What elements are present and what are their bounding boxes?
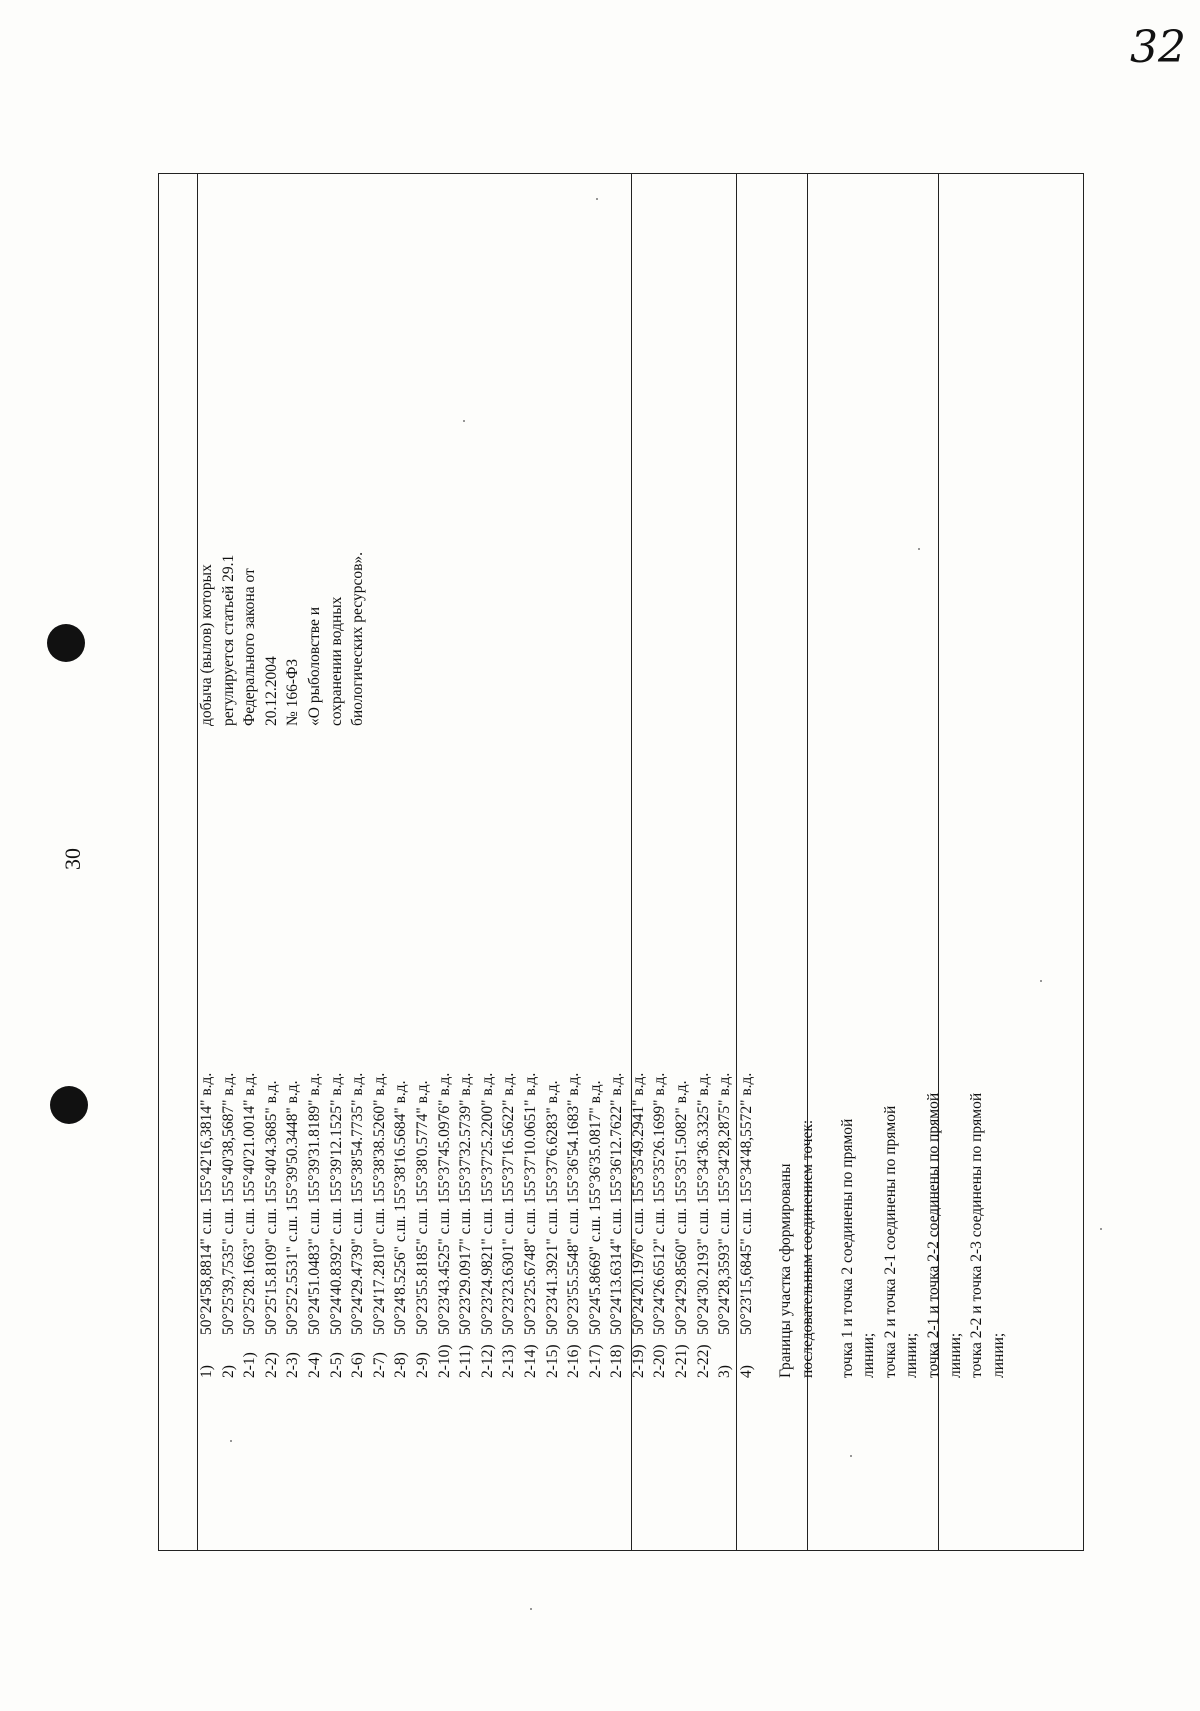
coordinate-id: 2-7) xyxy=(370,1352,388,1378)
description-line: сохранении водных xyxy=(327,596,345,726)
coordinate-row xyxy=(563,618,585,1378)
coordinate-id: 2-1) xyxy=(241,1352,259,1378)
boundaries-heading: Границы участка сформированы xyxy=(777,1163,795,1378)
description-lines xyxy=(196,476,369,726)
coordinate-row xyxy=(520,618,542,1378)
coordinate-row xyxy=(369,618,391,1378)
coordinate-row xyxy=(714,618,736,1378)
coordinate-value: 50°23'41.3921" с.ш. 155°37'6.6283" в.д. xyxy=(543,1080,561,1335)
coordinate-id: 2-18) xyxy=(608,1344,626,1378)
coordinate-id: 2-6) xyxy=(349,1352,367,1378)
coordinate-value: 50°24'29.4739" с.ш. 155°38'54.7735" в.д. xyxy=(349,1072,367,1335)
coordinate-id: 2-2) xyxy=(262,1352,280,1378)
boundary-line: линии; xyxy=(860,1332,878,1378)
coordinate-value: 50°25'39,7535" с.ш. 155°40'38,5687" в.д. xyxy=(219,1072,237,1335)
coordinate-id: 2-17) xyxy=(586,1344,604,1378)
coordinate-value: 50°24'5.8669" с.ш. 155°36'35.0817" в.д. xyxy=(586,1080,604,1335)
coordinate-id: 2-22) xyxy=(694,1344,712,1378)
coordinate-row xyxy=(304,618,326,1378)
coordinate-value: 50°25'15.8109" с.ш. 155°40'4.3685" в.д. xyxy=(262,1080,280,1335)
coordinate-value: 50°24'28,3593" с.ш. 155°34'28,2875" в.д. xyxy=(716,1072,734,1335)
coordinate-value: 50°24'51.0483" с.ш. 155°39'31.8189" в.д. xyxy=(305,1072,323,1335)
page-number: 30 xyxy=(60,848,85,870)
table-cell xyxy=(159,174,198,1551)
coordinate-row xyxy=(282,618,304,1378)
coordinate-id: 2-5) xyxy=(327,1352,345,1378)
coordinate-row xyxy=(542,618,564,1378)
coordinate-value: 50°23'24.9821" с.ш. 155°37'25.2200" в.д. xyxy=(478,1072,496,1335)
description-line: Федерального закона от xyxy=(241,568,259,726)
page-stamp-number: 32 xyxy=(1130,22,1186,73)
boundaries-heading: последовательным соединением точек: xyxy=(799,1119,817,1378)
coordinate-id: 2-20) xyxy=(651,1344,669,1378)
coordinate-value: 50°23'55.8185" с.ш. 155°38'0.5774" в.д. xyxy=(413,1080,431,1335)
coordinate-row xyxy=(585,618,607,1378)
coordinate-row xyxy=(434,618,456,1378)
coordinate-row xyxy=(326,618,348,1378)
boundary-line: линии; xyxy=(903,1332,921,1378)
coordinate-id: 2-10) xyxy=(435,1344,453,1378)
boundary-line: точка 2-2 и точка 2-3 соединены по прямой xyxy=(968,1092,986,1378)
description-line: добыча (вылов) которых xyxy=(198,564,215,726)
coordinate-value: 50°24'40.8392" с.ш. 155°39'12.1525" в.д. xyxy=(327,1072,345,1335)
coordinate-row xyxy=(693,618,715,1378)
boundary-lines xyxy=(837,618,1010,1378)
coordinate-id: 4) xyxy=(737,1365,755,1378)
description-line: № 166-ФЗ xyxy=(284,658,302,726)
coordinate-id: 2-21) xyxy=(673,1344,691,1378)
coordinate-row xyxy=(477,618,499,1378)
coordinate-row xyxy=(649,618,671,1378)
coordinate-row xyxy=(218,618,240,1378)
coordinate-row xyxy=(455,618,477,1378)
coordinate-value: 50°24'30.2193" с.ш. 155°34'36.3325" в.д. xyxy=(694,1072,712,1335)
coordinate-row xyxy=(671,618,693,1378)
coordinate-row xyxy=(347,618,369,1378)
coordinate-value: 50°24'8.5256" с.ш. 155°38'16.5684" в.д. xyxy=(392,1080,410,1335)
coordinate-row xyxy=(390,618,412,1378)
description-column xyxy=(196,476,369,726)
boundary-line: линии; xyxy=(946,1332,964,1378)
coordinate-row xyxy=(498,618,520,1378)
coordinate-id: 2-11) xyxy=(457,1345,475,1378)
punch-hole xyxy=(47,624,85,662)
coordinate-list xyxy=(196,618,757,1378)
coordinates-column xyxy=(196,618,1009,1378)
description-line: регулируется статьей 29.1 xyxy=(219,554,237,726)
coordinate-id: 2-8) xyxy=(392,1352,410,1378)
coordinate-id: 2-15) xyxy=(543,1344,561,1378)
description-line: биологических ресурсов». xyxy=(349,551,367,726)
coordinate-value: 50°23'15,6845" с.ш. 155°34'48,5572" в.д. xyxy=(737,1072,755,1335)
coordinate-id: 2) xyxy=(219,1365,237,1378)
coordinate-id: 2-12) xyxy=(478,1344,496,1378)
coordinate-value: 50°24'13.6314" с.ш. 155°36'12.7622" в.д. xyxy=(608,1072,626,1335)
coordinate-row xyxy=(628,618,650,1378)
coordinate-value: 50°24'20.1976" с.ш. 155°35'49.2941" в.д. xyxy=(629,1072,647,1335)
coordinate-value: 50°23'29.0917" с.ш. 155°37'32.5739" в.д. xyxy=(457,1072,475,1335)
coordinate-id: 2-4) xyxy=(305,1352,323,1378)
coordinate-row xyxy=(736,618,758,1378)
coordinate-id: 2-13) xyxy=(500,1344,518,1378)
coordinate-row xyxy=(196,618,218,1378)
coordinate-value: 50°23'25.6748" с.ш. 155°37'10.0651" в.д. xyxy=(521,1072,539,1335)
coordinate-value: 50°24'26.6512" с.ш. 155°35'26.1699" в.д. xyxy=(651,1072,669,1335)
coordinate-id: 2-16) xyxy=(565,1344,583,1378)
coordinate-row xyxy=(606,618,628,1378)
coordinate-value: 50°23'23.6301" с.ш. 155°37'16.5622" в.д. xyxy=(500,1072,518,1335)
coordinate-value: 50°24'17.2810" с.ш. 155°38'38.5260" в.д. xyxy=(370,1072,388,1335)
coordinate-value: 50°25'2.5531" с.ш. 155°39'50.3448" в.д. xyxy=(284,1080,302,1335)
boundary-line: точка 2 и точка 2-1 соединены по прямой xyxy=(881,1105,899,1378)
coordinate-value: 50°24'58,8814" с.ш. 155°42'16,3814" в.д. xyxy=(198,1072,215,1335)
coordinate-row xyxy=(412,618,434,1378)
coordinate-id: 1) xyxy=(198,1365,215,1378)
coordinate-id: 2-3) xyxy=(284,1352,302,1378)
description-line: 20.12.2004 xyxy=(262,656,280,726)
description-line: «О рыболовстве и xyxy=(305,606,323,726)
coordinate-id: 2-14) xyxy=(521,1344,539,1378)
coordinate-value: 50°23'55.5548" с.ш. 155°36'54.1683" в.д. xyxy=(565,1072,583,1335)
coordinate-id: 3) xyxy=(716,1365,734,1378)
coordinate-id: 2-19) xyxy=(629,1344,647,1378)
coordinate-id: 2-9) xyxy=(413,1352,431,1378)
coordinate-row xyxy=(261,618,283,1378)
punch-hole xyxy=(50,1086,88,1124)
boundary-line: точка 2-1 и точка 2-2 соединены по прямой xyxy=(925,1092,942,1378)
coordinate-value: 50°24'29.8560" с.ш. 155°35'1.5082" в.д. xyxy=(673,1080,691,1335)
boundary-line: линии; xyxy=(989,1332,1007,1378)
coordinate-value: 50°25'28.1663" с.ш. 155°40'21.0014" в.д. xyxy=(241,1072,259,1335)
boundary-line: точка 1 и точка 2 соединены по прямой xyxy=(838,1118,856,1378)
coordinate-row xyxy=(239,618,261,1378)
coordinate-value: 50°23'43.4525" с.ш. 155°37'45.0976" в.д. xyxy=(435,1072,453,1335)
